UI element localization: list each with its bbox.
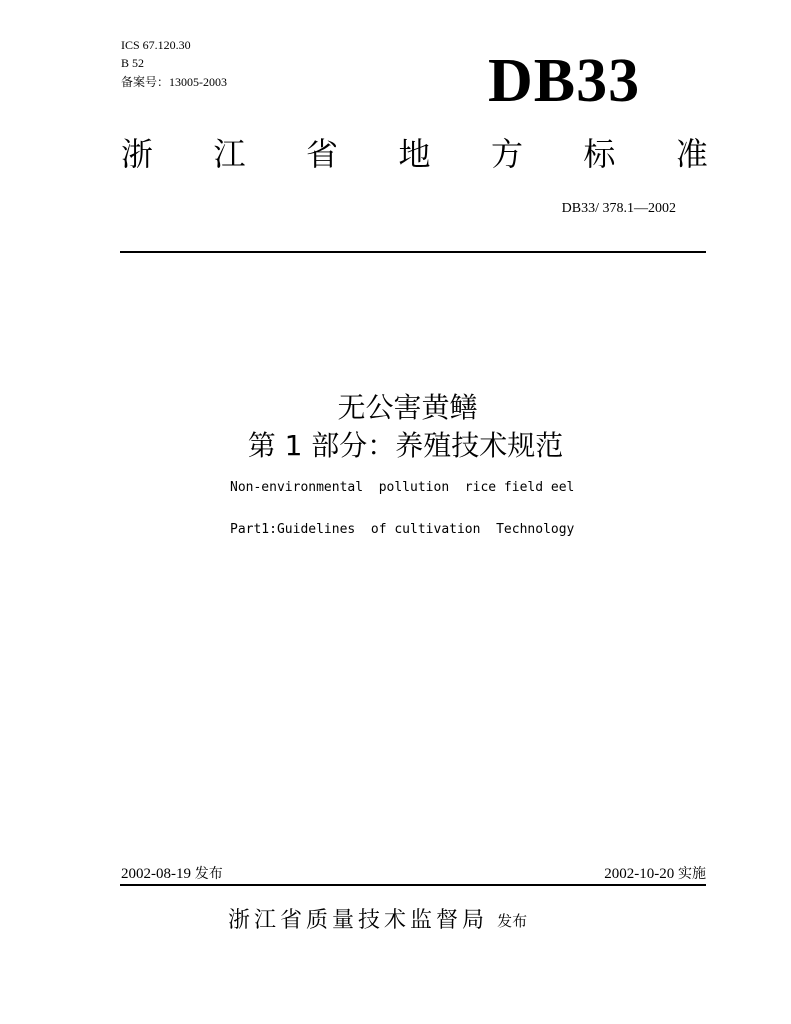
record-number: 备案号：13005-2003 [121,75,227,89]
top-divider [120,251,706,253]
bottom-divider [120,884,706,886]
standard-type-char: 浙 [121,135,154,173]
category-code: B 52 [121,56,145,70]
issue-date-label: 发布 [194,866,223,882]
standard-type-char: 地 [398,135,431,173]
standard-type-char: 江 [213,135,246,173]
publisher-org: 浙江省质量技术监督局 [228,908,489,933]
issue-date [121,864,223,884]
standard-type-char: 标 [583,135,616,173]
implementation-date-value: 2002-10-20 [604,866,675,882]
title-cn-main: 无公害黄鳝 [337,391,478,424]
publisher-label: 发布 [497,912,528,930]
standard-number: DB33/ 378.1—2002 [561,201,676,216]
title-en-main: Non-environmental pollution rice field eel [230,480,575,495]
implementation-date [604,864,706,884]
standard-type-heading [121,132,708,176]
standard-logo: DB33 [488,47,641,115]
publisher [228,906,527,936]
standard-type-char: 准 [675,135,708,173]
issue-date-value: 2002-08-19 [121,866,191,882]
title-cn-part: 第 1 部分：养殖技术规范 [247,429,564,462]
standard-type-char: 方 [490,135,523,173]
title-en-part: Part1:Guidelines of cultivation Technology [230,522,575,537]
standard-type-char: 省 [305,135,338,173]
ics-code: ICS 67.120.30 [121,38,191,52]
implementation-date-label: 实施 [678,866,706,882]
